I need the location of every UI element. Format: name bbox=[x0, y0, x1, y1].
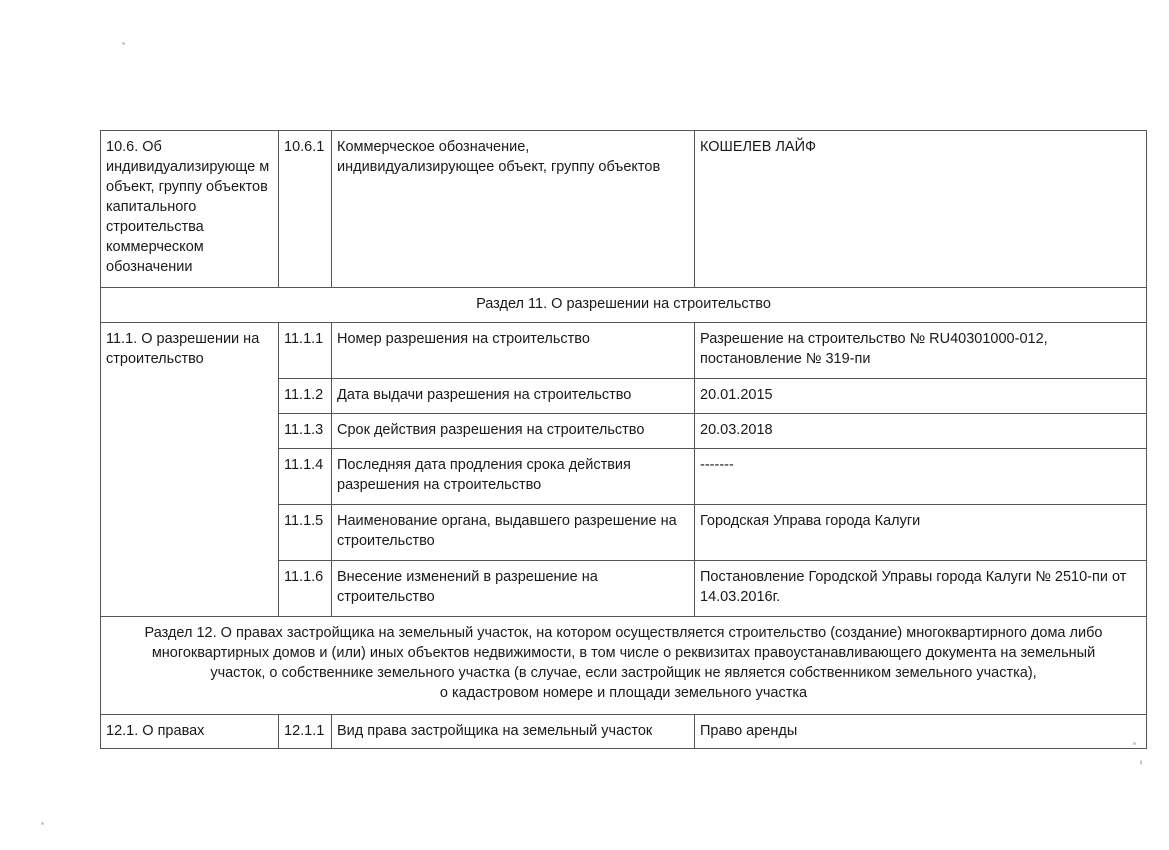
group-cell: 10.6. Об индивидуализирующе м объект, группу объектов капитального строительства коммерческом обозначении bbox=[101, 131, 279, 288]
param-cell: Срок действия разрешения на строительство bbox=[332, 414, 695, 449]
param-cell: Наименование органа, выдавшего разрешение на строительство bbox=[332, 505, 695, 561]
section-header-row bbox=[101, 288, 1147, 323]
code-cell: 11.1.2 bbox=[279, 379, 332, 414]
value-cell: Право аренды bbox=[695, 715, 1147, 749]
section-header-row bbox=[101, 617, 1147, 715]
section-12-title-line: Раздел 12. О правах застройщика на земельный участок, на котором осуществляется строительство (создание) многоквартирного дома либо bbox=[144, 625, 1103, 641]
code-cell: 10.6.1 bbox=[279, 131, 332, 288]
param-cell: Дата выдачи разрешения на строительство bbox=[332, 379, 695, 414]
code-cell: 12.1.1 bbox=[279, 715, 332, 749]
param-cell: Номер разрешения на строительство bbox=[332, 323, 695, 379]
scan-speck bbox=[1140, 760, 1142, 765]
group-cell: 11.1. О разрешении на строительство bbox=[101, 323, 279, 617]
section-12-title-line: многоквартирных домов и (или) иных объектов недвижимости, в том числе о реквизитах правоустанавливающего документа на земельный bbox=[151, 645, 1096, 661]
param-cell: Вид права застройщика на земельный участок bbox=[332, 715, 695, 749]
group-cell: 12.1. О правах bbox=[101, 715, 279, 749]
section-12-title-line: участок, о собственнике земельного участка (в случае, если застройщик не является собственником земельного участка), bbox=[210, 665, 1037, 681]
declaration-table bbox=[100, 130, 1147, 749]
table-row bbox=[101, 131, 1147, 288]
code-cell: 11.1.1 bbox=[279, 323, 332, 379]
value-cell: Постановление Городской Управы города Калуги № 2510-пи от 14.03.2016г. bbox=[695, 561, 1147, 617]
param-cell: Внесение изменений в разрешение на строительство bbox=[332, 561, 695, 617]
code-cell: 11.1.3 bbox=[279, 414, 332, 449]
scan-speck bbox=[41, 822, 44, 825]
value-cell: 20.03.2018 bbox=[695, 414, 1147, 449]
value-cell: Городская Управа города Калуги bbox=[695, 505, 1147, 561]
section-12-title bbox=[101, 617, 1147, 715]
value-cell: КОШЕЛЕВ ЛАЙФ bbox=[695, 131, 1147, 288]
document-sheet bbox=[100, 130, 1146, 749]
value-cell: 20.01.2015 bbox=[695, 379, 1147, 414]
param-cell: Коммерческое обозначение, индивидуализирующее объект, группу объектов bbox=[332, 131, 695, 288]
scan-speck bbox=[122, 42, 125, 45]
table-row bbox=[101, 715, 1147, 749]
code-cell: 11.1.5 bbox=[279, 505, 332, 561]
code-cell: 11.1.4 bbox=[279, 449, 332, 505]
param-cell: Последняя дата продления срока действия разрешения на строительство bbox=[332, 449, 695, 505]
value-cell: ------- bbox=[695, 449, 1147, 505]
table-row bbox=[101, 323, 1147, 379]
section-11-title: Раздел 11. О разрешении на строительство bbox=[101, 288, 1147, 323]
scan-speck bbox=[1133, 742, 1136, 745]
code-cell: 11.1.6 bbox=[279, 561, 332, 617]
value-cell: Разрешение на строительство № RU40301000-012, постановление № 319-пи bbox=[695, 323, 1147, 379]
section-12-title-line: о кадастровом номере и площади земельного участка bbox=[439, 685, 808, 701]
